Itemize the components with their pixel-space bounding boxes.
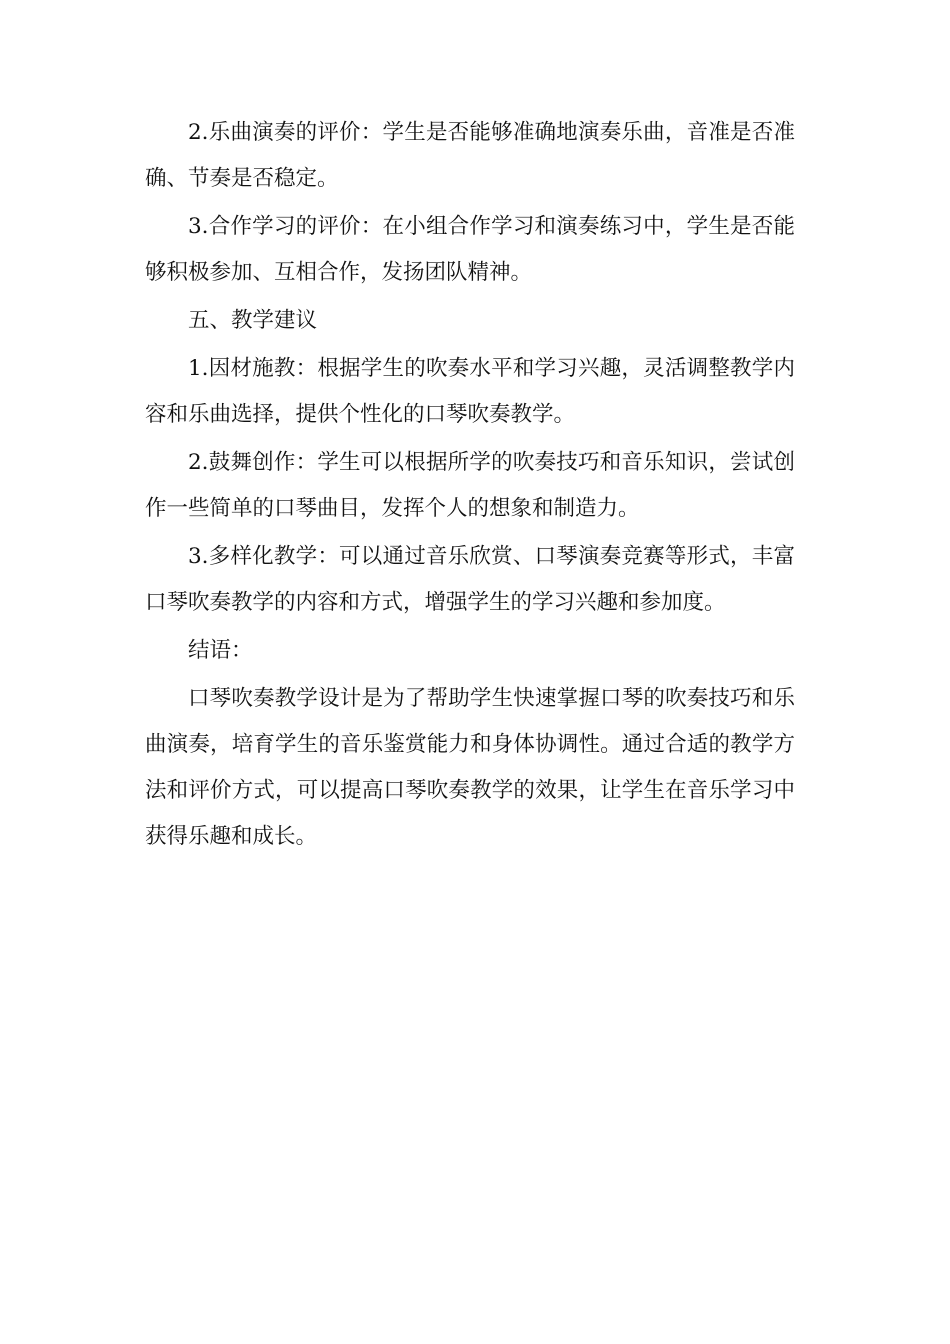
document-page — [145, 110, 795, 862]
evaluation-item-3: 3.合作学习的评价：在小组合作学习和演奏练习中，学生是否能够积极参加、互相合作，发扬团队精神。 — [145, 214, 795, 285]
suggestion-item-3: 3.多样化教学：可以通过音乐欣赏、口琴演奏竞赛等形式，丰富口琴吹奏教学的内容和方式，增强学生的学习兴趣和参加度。 — [145, 544, 795, 615]
conclusion-title: 结语： — [188, 638, 253, 663]
conclusion-paragraph: 口琴吹奏教学设计是为了帮助学生快速掌握口琴的吹奏技巧和乐曲演奏，培育学生的音乐鉴赏能力和身体协调性。通过合适的教学方法和评价方式，可以提高口琴吹奏教学的效果，让学生在音乐学习中获得乐趣和成长。 — [145, 686, 795, 849]
evaluation-item-2: 2.乐曲演奏的评价：学生是否能够准确地演奏乐曲，音准是否准确、节奏是否稳定。 — [145, 120, 795, 191]
section-title: 五、教学建议 — [188, 308, 318, 333]
suggestion-item-1: 1.因材施教：根据学生的吹奏水平和学习兴趣，灵活调整教学内容和乐曲选择，提供个性化的口琴吹奏教学。 — [145, 356, 795, 427]
suggestion-item-2: 2.鼓舞创作：学生可以根据所学的吹奏技巧和音乐知识，尝试创作一些简单的口琴曲目，发挥个人的想象和制造力。 — [145, 450, 795, 521]
